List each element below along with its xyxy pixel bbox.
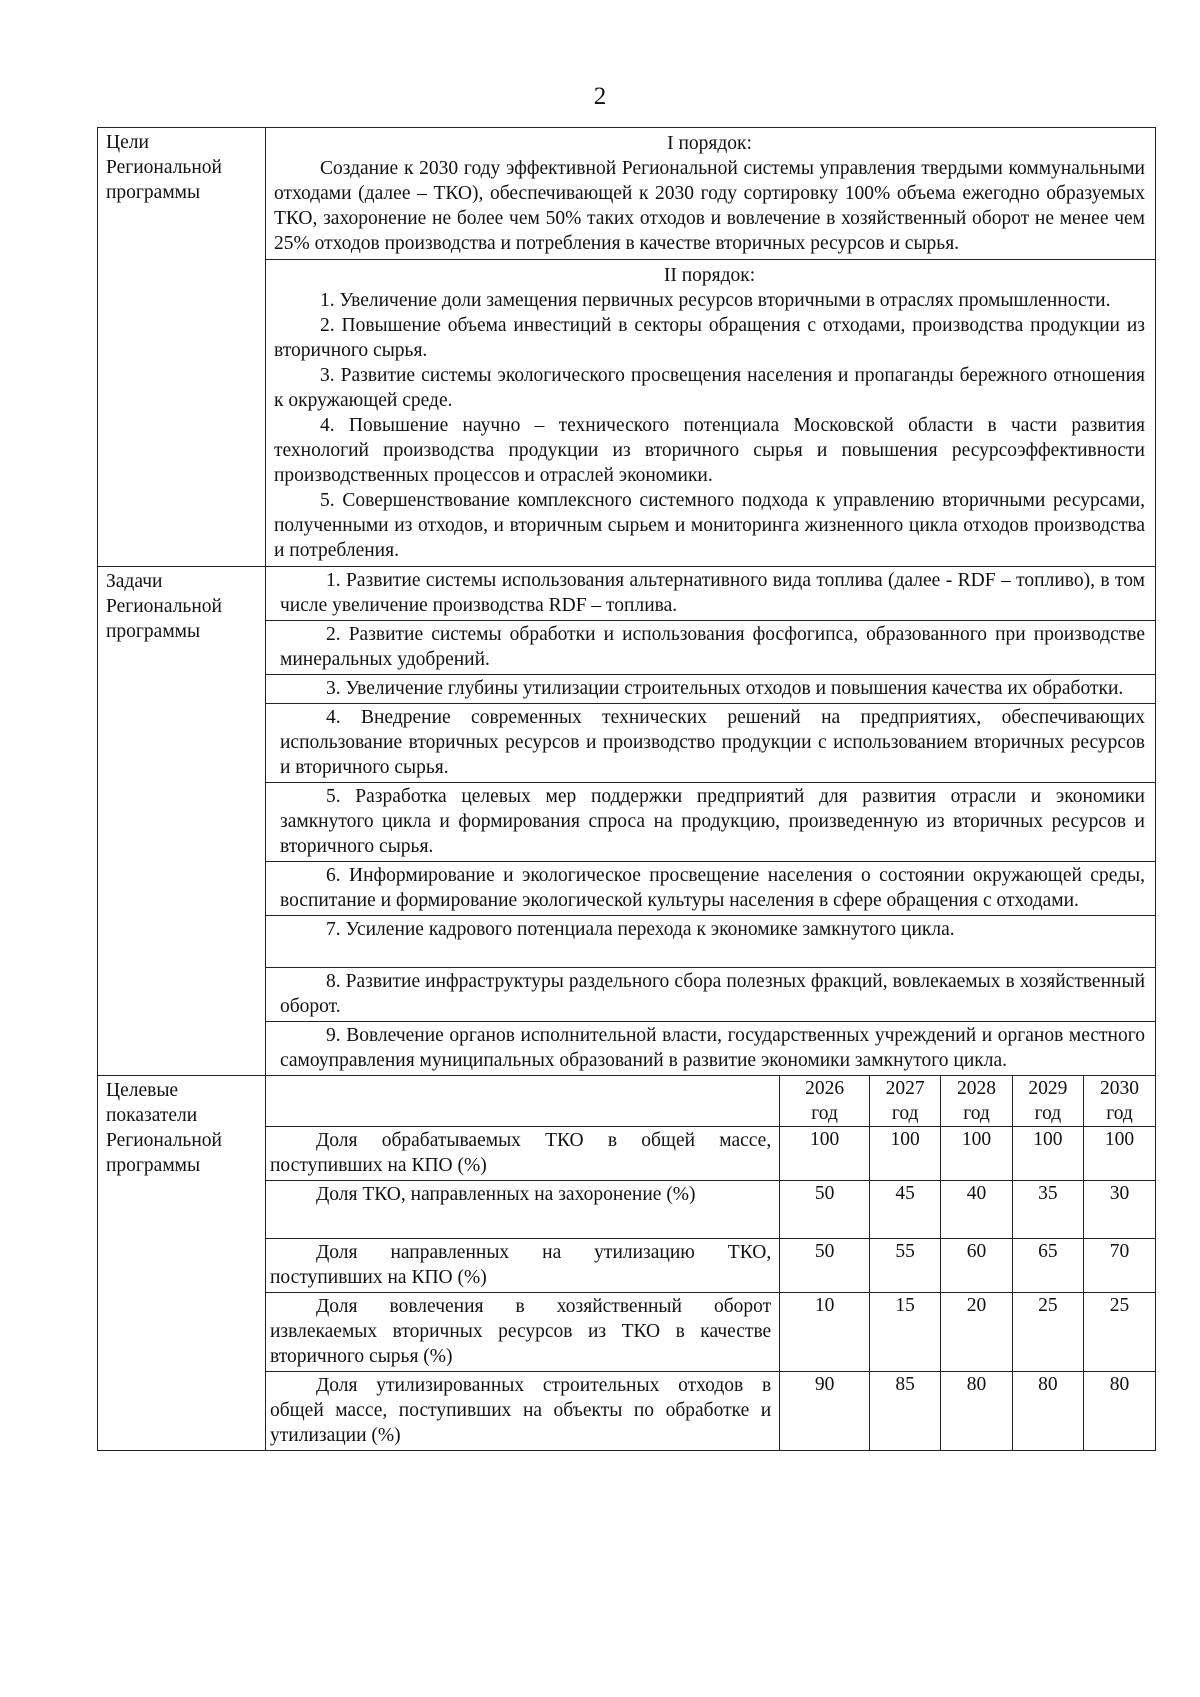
year-unit: год xyxy=(891,1103,919,1124)
indicator-name: Доля направленных на утилизацию ТКО, поступивших на КПО (%) xyxy=(266,1239,780,1293)
year-unit: год xyxy=(963,1103,990,1124)
label-line: Региональной xyxy=(106,1130,222,1151)
indicator-name: Доля утилизированных строительных отходов в общей массе, поступивших на объекты по обработке и утилизации (%) xyxy=(266,1372,780,1451)
indicator-value: 40 xyxy=(941,1181,1012,1239)
indicator-value: 80 xyxy=(1084,1372,1155,1451)
order-2-heading: II порядок: xyxy=(663,265,756,286)
order-1-block xyxy=(266,128,1155,259)
indicator-value: 100 xyxy=(1012,1127,1083,1181)
indicator-value: 70 xyxy=(1084,1239,1155,1293)
order-2-item: 4. Повышение научно – технического потенциала Московской области в части развития технологий производства продукции из вторичного сырья и повышения ресурсоэффективности производственных процессов и отраслей экономики. xyxy=(274,415,1145,486)
indicator-header-empty xyxy=(266,1076,780,1127)
indicator-value: 60 xyxy=(941,1239,1012,1293)
indicator-value: 100 xyxy=(780,1127,870,1181)
label-line: Региональной xyxy=(106,157,222,178)
indicator-value: 55 xyxy=(869,1239,940,1293)
indicator-value: 80 xyxy=(941,1372,1012,1451)
year-unit: год xyxy=(811,1103,838,1124)
indicator-value: 90 xyxy=(780,1372,870,1451)
year-header xyxy=(869,1076,940,1127)
task-item: 7. Усиление кадрового потенциала перехода к экономике замкнутого цикла. xyxy=(266,915,1155,967)
indicator-value: 100 xyxy=(941,1127,1012,1181)
order-2-item: 3. Развитие системы экологического просвещения населения и пропаганды бережного отношения к окружающей среде. xyxy=(274,365,1145,411)
order-1-text: Создание к 2030 году эффективной Региональной системы управления твердыми коммунальными отходами (далее – ТКО), обеспечивающей к 2030 году сортировку 100% объема ежегодно образуемых ТКО, захоронение не более чем 50% таких отходов и вовлечение в хозяйственный оборот не менее чем 25% отходов производства и потребления в качестве вторичных ресурсов и сырья. xyxy=(274,158,1145,254)
label-line: Целевые xyxy=(106,1080,179,1101)
indicators-header-row xyxy=(266,1076,1155,1127)
indicator-row xyxy=(266,1127,1155,1181)
indicator-value: 35 xyxy=(1012,1181,1083,1239)
indicator-row xyxy=(266,1293,1155,1372)
indicator-row xyxy=(266,1181,1155,1239)
indicator-value: 25 xyxy=(1084,1293,1155,1372)
indicator-name: Доля вовлечения в хозяйственный оборот извлекаемых вторичных ресурсов из ТКО в качестве вторичного сырья (%) xyxy=(266,1293,780,1372)
indicator-value: 100 xyxy=(1084,1127,1155,1181)
label-line: Региональной xyxy=(106,596,222,617)
indicator-value: 65 xyxy=(1012,1239,1083,1293)
task-item: 9. Вовлечение органов исполнительной власти, государственных учреждений и органов местного самоуправления муниципальных образований в развитие экономики замкнутого цикла. xyxy=(266,1021,1155,1075)
label-line: Цели xyxy=(106,132,149,153)
year-value: 2028 xyxy=(957,1078,997,1099)
task-item: 8. Развитие инфраструктуры раздельного сбора полезных фракций, вовлекаемых в хозяйственный оборот. xyxy=(266,967,1155,1021)
indicators-table xyxy=(266,1076,1155,1450)
year-unit: год xyxy=(1106,1103,1133,1124)
indicators-label xyxy=(98,1076,266,1451)
indicator-name: Доля обрабатываемых ТКО в общей массе, поступивших на КПО (%) xyxy=(266,1127,780,1181)
indicator-value: 85 xyxy=(869,1372,940,1451)
order-2-item: 5. Совершенствование комплексного системного подхода к управлению вторичными ресурсами, полученными из отходов, и вторичным сырьем и мониторинга жизненного цикла отходов производства и потребления. xyxy=(274,490,1145,561)
label-line: показатели xyxy=(106,1105,198,1126)
year-value: 2030 xyxy=(1100,1078,1140,1099)
indicator-value: 45 xyxy=(869,1181,940,1239)
year-header xyxy=(780,1076,870,1127)
indicator-value: 10 xyxy=(780,1293,870,1372)
indicator-value: 80 xyxy=(1012,1372,1083,1451)
indicator-value: 20 xyxy=(941,1293,1012,1372)
indicators-content xyxy=(266,1076,1156,1451)
label-line: программы xyxy=(106,1155,201,1176)
indicator-value: 50 xyxy=(780,1181,870,1239)
tasks-content xyxy=(266,567,1156,1076)
goals-row xyxy=(98,128,1156,567)
order-2-item: 2. Повышение объема инвестиций в секторы обращения с отходами, производства продукции из вторичного сырья. xyxy=(274,315,1145,361)
tasks-row xyxy=(98,567,1156,1076)
year-unit: год xyxy=(1034,1103,1062,1124)
label-line: программы xyxy=(106,621,201,642)
task-item: 3. Увеличение глубины утилизации строительных отходов и повышения качества их обработки. xyxy=(266,674,1155,703)
goals-content xyxy=(266,128,1156,567)
indicators-row xyxy=(98,1076,1156,1451)
year-value: 2027 xyxy=(885,1078,925,1099)
label-line: Задачи xyxy=(106,571,163,592)
tasks-label xyxy=(98,567,266,1076)
year-header xyxy=(941,1076,1012,1127)
year-header xyxy=(1084,1076,1155,1127)
year-value: 2029 xyxy=(1028,1078,1068,1099)
year-header xyxy=(1012,1076,1083,1127)
task-item: 5. Разработка целевых мер поддержки предприятий для развития отрасли и экономики замкнутого цикла и формирования спроса на продукцию, произведенную из вторичных ресурсов и вторичного сырья. xyxy=(266,782,1155,861)
indicator-value: 15 xyxy=(869,1293,940,1372)
task-item: 2. Развитие системы обработки и использования фосфогипса, образованного при производстве минеральных удобрений. xyxy=(266,620,1155,674)
indicator-name: Доля ТКО, направленных на захоронение (%) xyxy=(266,1181,780,1239)
task-item: 6. Информирование и экологическое просвещение населения о состоянии окружающей среды, воспитание и формирование экологической культуры населения в сфере обращения с отходами. xyxy=(266,861,1155,915)
order-2-block xyxy=(266,259,1155,566)
indicator-row xyxy=(266,1372,1155,1451)
goals-label xyxy=(98,128,266,567)
order-2-item: 1. Увеличение доли замещения первичных ресурсов вторичными в отраслях промышленности. xyxy=(320,290,1111,311)
indicator-value: 100 xyxy=(869,1127,940,1181)
label-line: программы xyxy=(106,182,201,203)
indicator-value: 50 xyxy=(780,1239,870,1293)
program-passport-table xyxy=(97,127,1156,1451)
task-item: 4. Внедрение современных технических решений на предприятиях, обеспечивающих использование вторичных ресурсов и производство продукции с использованием вторичных ресурсов и вторичного сырья. xyxy=(266,703,1155,782)
indicator-row xyxy=(266,1239,1155,1293)
indicator-value: 25 xyxy=(1012,1293,1083,1372)
task-item: 1. Развитие системы использования альтернативного вида топлива (далее - RDF – топливо), в том числе увеличение производства RDF – топлива. xyxy=(280,570,1145,616)
page-number: 2 xyxy=(593,83,607,110)
indicator-value: 30 xyxy=(1084,1181,1155,1239)
order-1-heading: I порядок: xyxy=(667,133,752,154)
year-value: 2026 xyxy=(805,1078,845,1099)
